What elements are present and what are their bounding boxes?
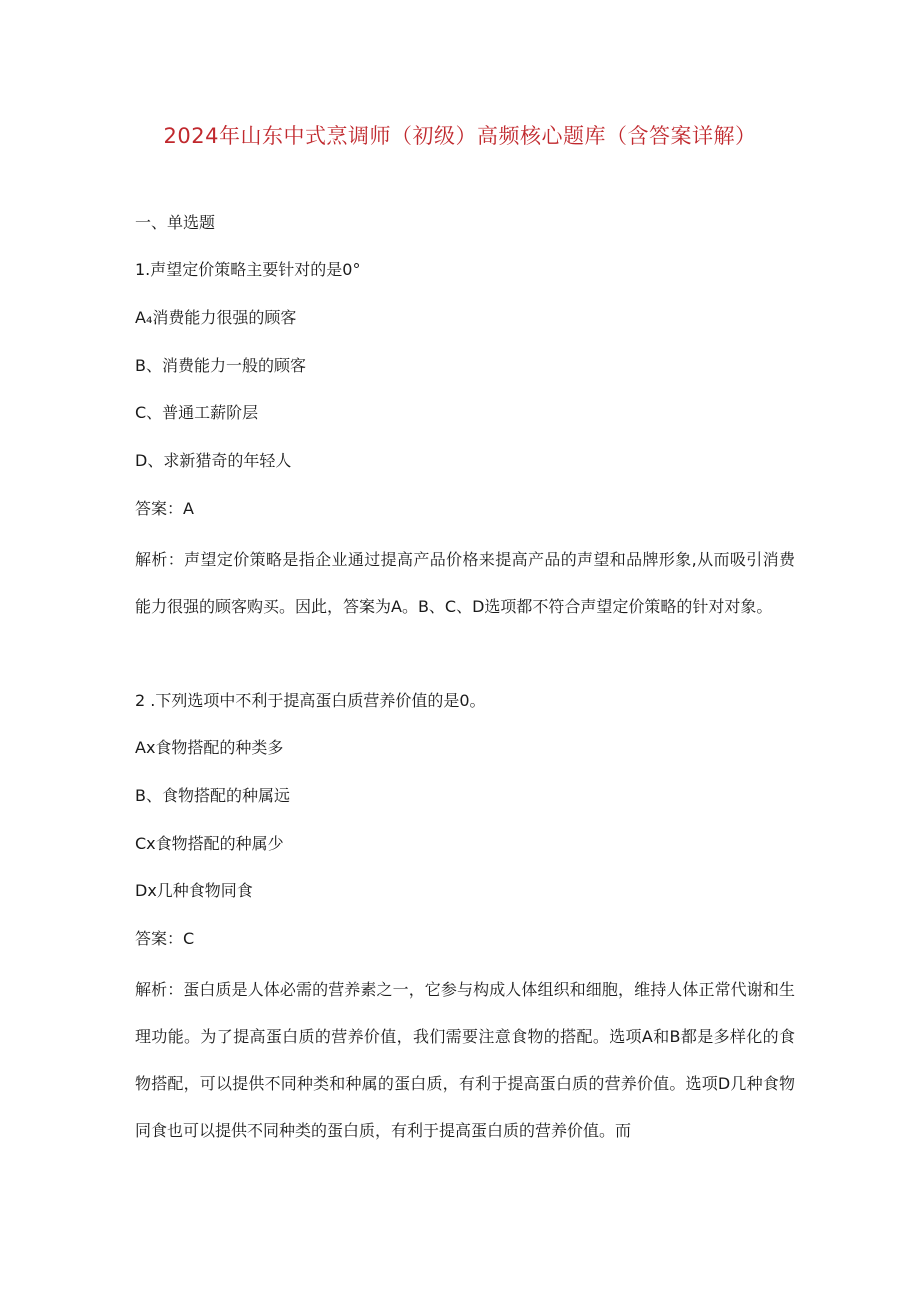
question-1-explanation: 解析：声望定价策略是指企业通过提高产品价格来提高产品的声望和品牌形象,从而吸引消费能力很强的顾客购买。因此，答案为A。B、C、D选项都不符合声望定价策略的针对对象。 [135, 550, 795, 616]
question-2-option-a: Ax食物搭配的种类多 [135, 738, 284, 757]
question-2-option-c: Cx食物搭配的种属少 [135, 834, 284, 853]
question-2-answer: 答案：C [135, 929, 195, 948]
question-1-option-b: B、消费能力一般的顾客 [135, 356, 306, 375]
question-2-option-b: B、食物搭配的种属远 [135, 786, 290, 805]
question-1-option-c: C、普通工薪阶层 [135, 403, 259, 422]
question-2-stem: 2 .下列选项中不利于提高蛋白质营养价值的是0。 [135, 691, 486, 710]
section-heading: 一、单选题 [135, 213, 216, 232]
question-1-option-d: D、求新猎奇的年轻人 [135, 451, 292, 470]
question-1-option-a: A₄消费能力很强的顾客 [135, 308, 297, 327]
question-1-stem: 1.声望定价策略主要针对的是0° [135, 260, 361, 279]
question-2-option-d: Dx几种食物同食 [135, 881, 253, 900]
question-2-explanation: 解析：蛋白质是人体必需的营养素之一，它参与构成人体组织和细胞，维持人体正常代谢和生理功能。为了提高蛋白质的营养价值，我们需要注意食物的搭配。选项A和B都是多样化的食物搭配，可以提供不同种类和种属的蛋白质，有利于提高蛋白质的营养价值。选项D几种食物同食也可以提供不同种类的蛋白质，有利于提高蛋白质的营养价值。而 [135, 980, 795, 1140]
question-1-answer: 答案：A [135, 499, 194, 518]
document-title: 2024年山东中式烹调师（初级）高频核心题库（含答案详解） [163, 124, 757, 148]
